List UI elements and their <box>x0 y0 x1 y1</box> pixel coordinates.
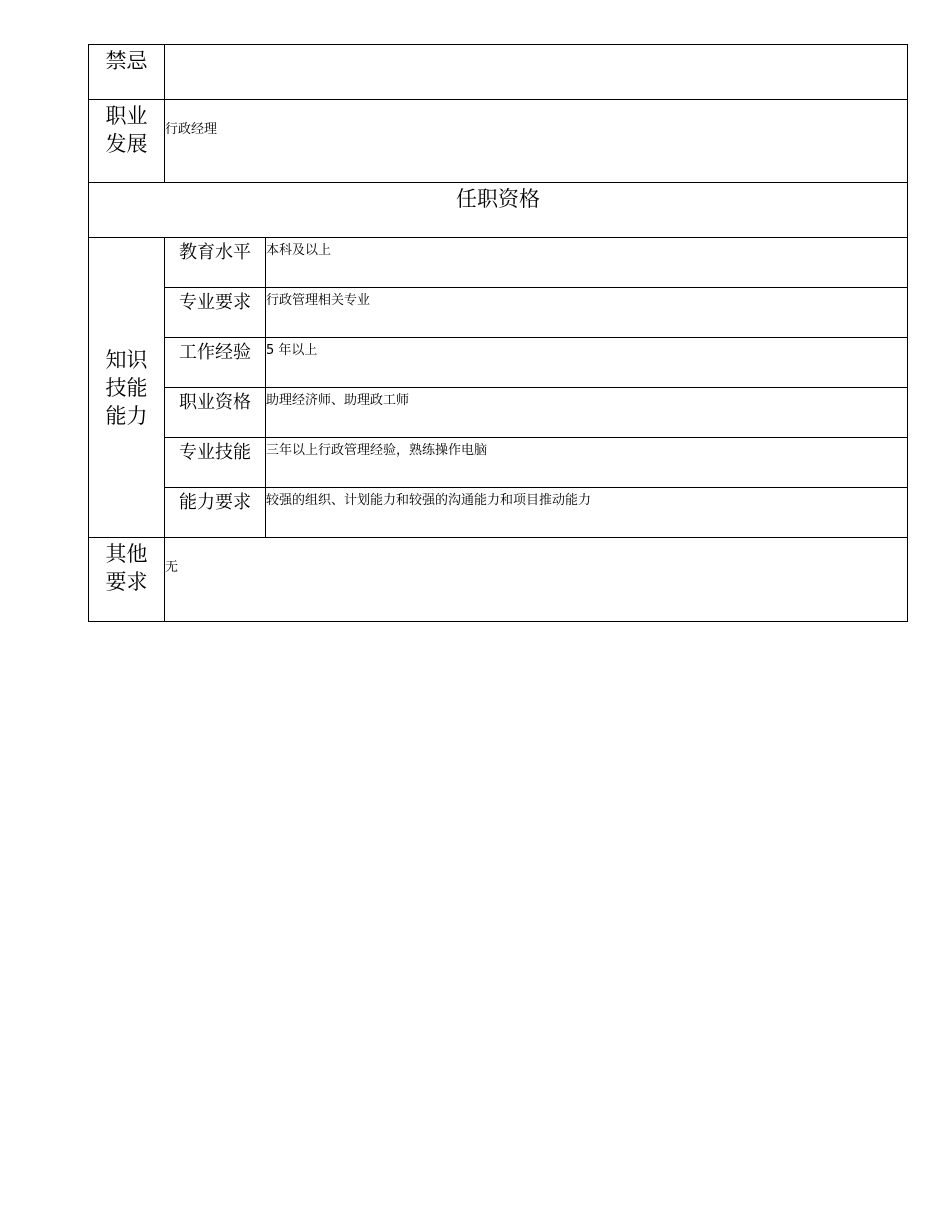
knowledge-label-line2: 技能 <box>105 375 148 400</box>
career-value: 行政经理 <box>165 100 908 183</box>
education-value: 本科及以上 <box>266 238 908 288</box>
knowledge-row-2 <box>89 338 908 388</box>
knowledge-row-4 <box>89 438 908 488</box>
skill-value: 三年以上行政管理经验，熟练操作电脑 <box>266 438 908 488</box>
other-label <box>89 538 165 622</box>
section-title-row <box>89 183 908 238</box>
knowledge-label <box>89 238 165 538</box>
ability-label: 能力要求 <box>165 488 266 538</box>
knowledge-row-5 <box>89 488 908 538</box>
section-title: 任职资格 <box>89 183 908 238</box>
knowledge-label-line3: 能力 <box>105 403 148 428</box>
other-row <box>89 538 908 622</box>
career-label-line1: 职业 <box>105 104 148 128</box>
knowledge-label-line1: 知识 <box>105 347 148 372</box>
taboo-value <box>165 45 908 100</box>
knowledge-row-1 <box>89 288 908 338</box>
education-label: 教育水平 <box>165 238 266 288</box>
knowledge-row-3 <box>89 388 908 438</box>
job-requirements-table <box>88 44 908 622</box>
knowledge-row-0 <box>89 238 908 288</box>
taboo-label: 禁忌 <box>89 45 165 100</box>
major-label: 专业要求 <box>165 288 266 338</box>
taboo-row <box>89 45 908 100</box>
major-value: 行政管理相关专业 <box>266 288 908 338</box>
other-label-line2: 要求 <box>105 570 148 594</box>
other-value: 无 <box>165 538 908 622</box>
career-row <box>89 100 908 183</box>
qualification-value: 助理经济师、助理政工师 <box>266 388 908 438</box>
experience-value: 5 年以上 <box>266 338 908 388</box>
career-label <box>89 100 165 183</box>
experience-label: 工作经验 <box>165 338 266 388</box>
other-label-line1: 其他 <box>105 542 148 566</box>
career-label-line2: 发展 <box>105 132 148 156</box>
skill-label: 专业技能 <box>165 438 266 488</box>
ability-value: 较强的组织、计划能力和较强的沟通能力和项目推动能力 <box>266 488 908 538</box>
qualification-label: 职业资格 <box>165 388 266 438</box>
